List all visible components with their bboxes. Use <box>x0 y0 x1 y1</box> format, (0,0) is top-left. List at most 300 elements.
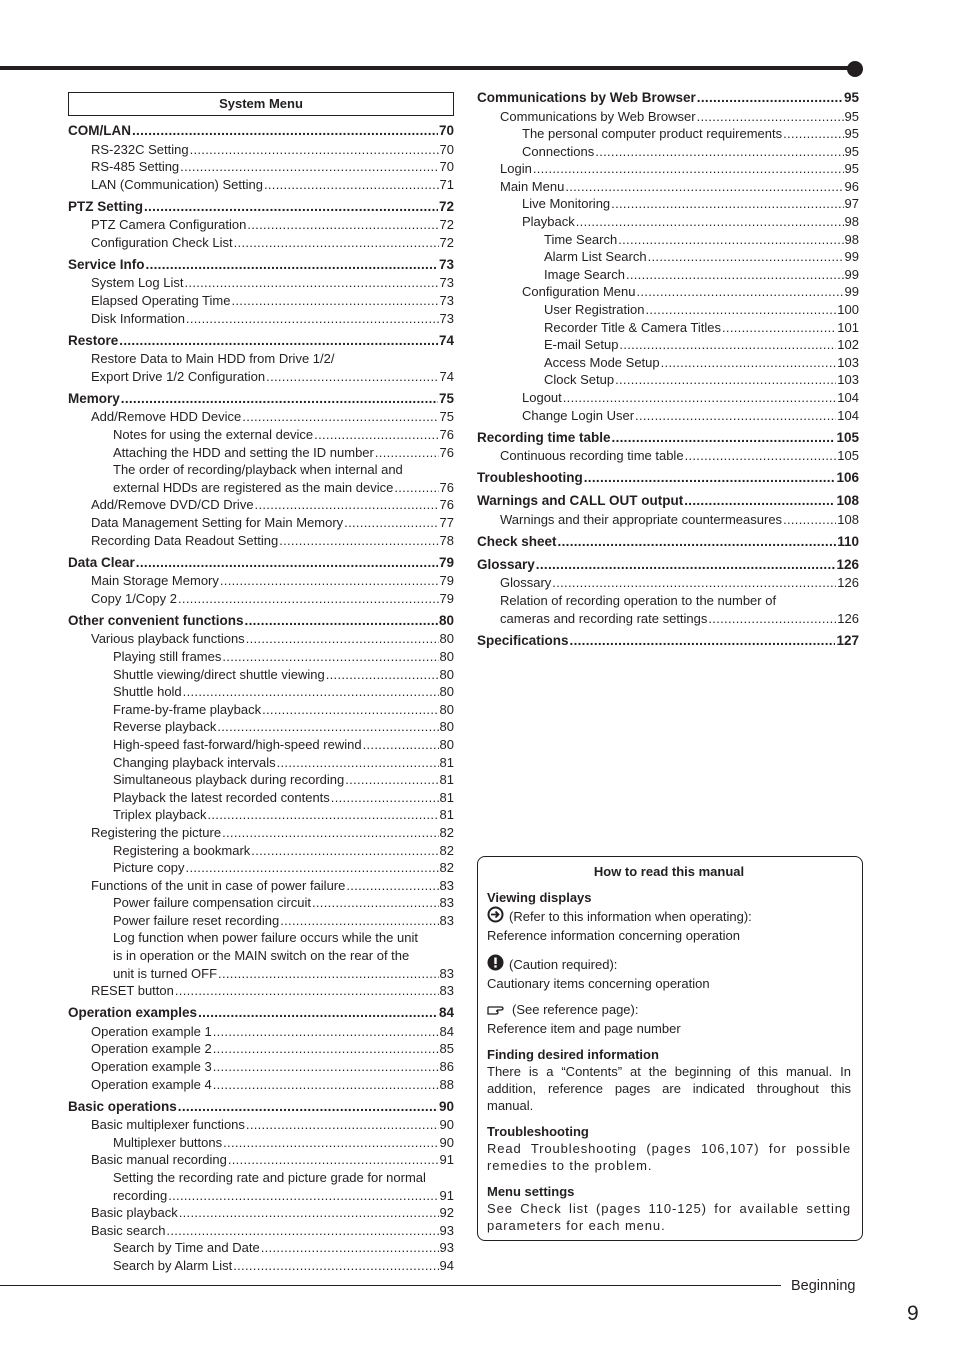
toc-entry-page: 79 <box>439 590 454 606</box>
toc-entry-page: 80 <box>439 736 454 752</box>
toc-section <box>68 612 454 1000</box>
toc-entry-text: Registering a bookmark <box>113 842 251 858</box>
toc-heading-page: 127 <box>836 632 859 648</box>
dot-leader <box>186 310 439 328</box>
toc-entry-page: 83 <box>439 895 454 911</box>
toc-heading <box>68 390 454 409</box>
toc-entry-text: Configuration Menu <box>522 284 636 300</box>
dot-leader <box>178 1098 438 1117</box>
toc-entry <box>68 1204 454 1222</box>
toc-entry-text: Basic playback <box>91 1205 178 1221</box>
toc-entry-text: Recorder Title & Camera Titles <box>544 319 722 335</box>
toc-heading <box>68 198 454 217</box>
dot-leader <box>233 1257 438 1275</box>
toc-heading <box>477 469 859 488</box>
toc-entry-page: 103 <box>837 354 859 370</box>
toc-heading <box>477 89 859 108</box>
toc-entry-page: 95 <box>844 143 859 159</box>
toc-entry <box>68 141 454 159</box>
dot-leader <box>217 718 438 736</box>
dot-leader <box>166 1222 438 1240</box>
toc-entry-page: 76 <box>439 444 454 460</box>
toc-entry <box>68 736 454 754</box>
toc-heading-text: Service Info <box>68 256 145 272</box>
toc-entry <box>68 1040 454 1058</box>
toc-entry-page: 81 <box>439 754 454 770</box>
pointing-hand-icon <box>487 1003 507 1020</box>
dot-leader <box>584 469 836 488</box>
toc-heading-text: PTZ Setting <box>68 198 143 214</box>
dot-leader <box>280 912 438 930</box>
footer-section-label: Beginning <box>791 1278 856 1294</box>
toc-entry-page: 83 <box>439 877 454 893</box>
dot-leader <box>132 122 438 141</box>
dot-leader <box>185 274 439 292</box>
toc-entry-line: Relation of recording operation to the number of <box>500 592 777 608</box>
toc-entry <box>68 718 454 736</box>
toc-entry <box>68 426 454 444</box>
toc-entry-page: 103 <box>837 372 859 388</box>
toc-entry <box>477 389 859 407</box>
dot-leader <box>595 143 843 161</box>
toc-heading <box>68 122 454 141</box>
how-to-title: How to read this manual <box>593 864 745 879</box>
dot-leader <box>213 1023 439 1041</box>
toc-entry-text: Warnings and their appropriate countermeasures <box>500 511 783 527</box>
toc-entry-text: Export Drive 1/2 Configuration <box>91 368 266 384</box>
dot-leader <box>331 789 439 807</box>
toc-entry-page: 75 <box>439 409 454 425</box>
dot-leader <box>168 1187 438 1205</box>
contents-right-column <box>477 89 859 655</box>
toc-entry <box>68 444 454 462</box>
toc-entry-text: Basic multiplexer functions <box>91 1117 245 1133</box>
toc-entry-page: 73 <box>439 275 454 291</box>
toc-heading-page: 75 <box>438 390 454 406</box>
toc-entry <box>68 572 454 590</box>
toc-entry-text: LAN (Communication) Setting <box>91 176 263 192</box>
dot-leader <box>179 1204 439 1222</box>
dot-leader <box>222 648 438 666</box>
toc-entry-text: Elapsed Operating Time <box>91 293 231 309</box>
toc-entry <box>477 511 859 529</box>
dot-leader <box>247 216 438 234</box>
toc-entry-text: Basic manual recording <box>91 1152 227 1168</box>
toc-entry <box>477 574 859 592</box>
dot-leader <box>346 877 438 895</box>
toc-entry-text: Operation example 1 <box>91 1023 212 1039</box>
toc-entry <box>68 590 454 608</box>
dot-leader <box>180 158 438 176</box>
toc-entry-text: Alarm List Search <box>544 249 647 265</box>
toc-entry <box>477 371 859 389</box>
toc-entry-page: 70 <box>439 141 454 157</box>
dot-leader <box>619 336 836 354</box>
toc-heading-text: Restore <box>68 332 119 348</box>
dot-leader <box>563 389 837 407</box>
toc-heading-page: 84 <box>438 1005 454 1021</box>
toc-heading-page: 70 <box>438 123 454 138</box>
header-rule-dot <box>847 61 863 77</box>
toc-entry-page: 126 <box>837 610 859 626</box>
toc-entry-text: Changing playback intervals <box>113 754 276 770</box>
toc-entry <box>477 610 859 628</box>
toc-heading-page: 106 <box>836 470 859 486</box>
toc-entry-text: Change Login User <box>522 407 635 423</box>
toc-entry-page: 93 <box>439 1240 454 1256</box>
toc-entry <box>477 125 859 143</box>
toc-entry-text: Picture copy <box>113 860 185 876</box>
dot-leader <box>121 390 438 409</box>
toc-entry-page: 76 <box>439 479 454 495</box>
toc-entry-page: 93 <box>439 1222 454 1238</box>
dot-leader <box>213 1076 439 1094</box>
toc-heading-page: 95 <box>843 90 859 105</box>
toc-entry-text: Communications by Web Browser <box>500 108 696 124</box>
how-to-read-box <box>477 856 863 1241</box>
toc-entry-page: 91 <box>439 1187 454 1203</box>
toc-entry-text: Notes for using the external device <box>113 427 314 443</box>
toc-heading-text: Other convenient functions <box>68 612 244 628</box>
dot-leader <box>626 266 844 284</box>
toc-entry-page: 82 <box>439 860 454 876</box>
dot-leader <box>635 407 836 425</box>
toc-heading-page: 126 <box>836 556 859 572</box>
dot-leader <box>611 195 843 213</box>
toc-entry <box>68 408 454 426</box>
toc-entry <box>68 789 454 807</box>
toc-heading-page: 110 <box>837 533 859 549</box>
toc-entry-text: Shuttle viewing/direct shuttle viewing <box>113 666 325 682</box>
toc-entry-text: The personal computer product requirements <box>522 126 783 142</box>
toc-entry-line: Log function when power failure occurs while the unit <box>113 930 418 946</box>
finding-body: There is a “Contents” at the beginning of this manual. In addition, reference pages are indicated throughout this manual. <box>487 1064 851 1113</box>
caution-line <box>487 954 851 975</box>
toc-entry-page: 76 <box>439 497 454 513</box>
dot-leader <box>251 842 438 860</box>
toc-entry-text: PTZ Camera Configuration <box>91 217 247 233</box>
toc-entry-page: 95 <box>844 108 859 124</box>
toc-entry-page: 70 <box>439 159 454 175</box>
contents-left-column <box>68 92 454 1279</box>
toc-heading-page: 74 <box>438 332 454 348</box>
toc-entry-text: Power failure reset recording <box>113 912 280 928</box>
toc-entry <box>68 965 454 983</box>
toc-entry-text: Access Mode Setup <box>544 354 660 370</box>
toc-entry-text: RESET button <box>91 983 174 999</box>
toc-entry <box>477 143 859 161</box>
toc-section <box>68 390 454 549</box>
toc-entry-line: Setting the recording rate and picture grade for normal <box>113 1170 426 1185</box>
toc-entry <box>68 771 454 789</box>
toc-section <box>68 554 454 608</box>
toc-entry-page: 80 <box>439 631 454 647</box>
toc-entry-line: Restore Data to Main HDD from Drive 1/2/ <box>91 351 335 367</box>
dot-leader <box>533 160 844 178</box>
toc-entry-text: Reverse playback <box>113 719 217 735</box>
toc-entry-text: Login <box>500 161 532 177</box>
toc-entry-text: Triplex playback <box>113 807 207 823</box>
toc-entry-text: Playback the latest recorded contents <box>113 789 330 805</box>
toc-entry-page: 83 <box>439 912 454 928</box>
toc-entry <box>68 648 454 666</box>
toc-entry-page: 94 <box>439 1257 454 1273</box>
toc-heading-text: Check sheet <box>477 533 557 549</box>
toc-heading-page: 79 <box>438 554 454 570</box>
toc-entry-text: Live Monitoring <box>522 196 611 212</box>
toc-heading-text: Warnings and CALL OUT output <box>477 493 684 509</box>
toc-entry-page: 90 <box>439 1134 454 1150</box>
dot-leader <box>722 319 836 337</box>
toc-entry-page: 72 <box>439 234 454 250</box>
dot-leader <box>222 824 438 842</box>
toc-entry <box>68 158 454 176</box>
toc-entry-line: is in operation or the MAIN switch on the rear of the <box>113 948 410 964</box>
dot-leader <box>636 283 843 301</box>
toc-entry-text: Power failure compensation circuit <box>113 895 311 911</box>
toc-entry <box>477 266 859 284</box>
refer-label: (Refer to this information when operating): <box>509 909 752 924</box>
dot-leader <box>190 141 439 159</box>
toc-entry-text: Continuous recording time table <box>500 448 684 464</box>
toc-entry <box>68 824 454 842</box>
toc-heading-text: Glossary <box>477 556 535 572</box>
toc-entry <box>68 496 454 514</box>
toc-entry <box>68 1222 454 1240</box>
see-page-description: Reference item and page number <box>487 1021 681 1036</box>
toc-entry-page: 88 <box>439 1076 454 1092</box>
dot-leader <box>136 554 438 573</box>
left-sections <box>68 122 454 1275</box>
toc-heading <box>68 554 454 573</box>
dot-leader <box>178 590 439 608</box>
toc-entry <box>68 877 454 895</box>
toc-entry-page: 98 <box>844 214 859 230</box>
toc-entry <box>68 292 454 310</box>
toc-heading-page: 105 <box>836 429 859 445</box>
dot-leader <box>213 1040 439 1058</box>
dot-leader <box>618 231 843 249</box>
toc-entry-text: unit is turned OFF <box>113 965 218 981</box>
toc-entry-text: Connections <box>522 143 595 159</box>
header-rule <box>0 66 853 70</box>
toc-section <box>477 556 859 627</box>
toc-entry-page: 83 <box>439 983 454 999</box>
toc-entry-page: 99 <box>844 266 859 282</box>
toc-entry-text: Frame-by-frame playback <box>113 701 262 717</box>
toc-entry-page: 81 <box>439 807 454 823</box>
toc-entry-page: 77 <box>439 515 454 530</box>
toc-entry-page: 73 <box>439 293 454 309</box>
toc-entry <box>477 336 859 354</box>
toc-entry-page: 100 <box>837 302 859 318</box>
dot-leader <box>223 1134 438 1152</box>
toc-entry <box>68 514 454 532</box>
dot-leader <box>312 894 439 912</box>
toc-entry-page: 81 <box>439 772 454 788</box>
dot-leader <box>345 771 438 789</box>
caution-label: (Caution required): <box>509 957 618 972</box>
toc-section <box>477 533 859 552</box>
toc-entry <box>68 368 454 386</box>
toc-entry-text: cameras and recording rate settings <box>500 610 708 626</box>
dot-leader <box>261 1239 439 1257</box>
toc-heading-text: Basic operations <box>68 1098 177 1114</box>
dot-leader <box>246 630 439 648</box>
toc-entry-page: 108 <box>837 511 859 527</box>
menu-settings-body: See Check list (pages 110-125) for available setting parameters for each menu. <box>487 1201 851 1233</box>
menu-settings-heading: Menu settings <box>487 1184 575 1199</box>
toc-entry-page: 104 <box>837 407 859 423</box>
toc-entry-page: 90 <box>439 1117 454 1133</box>
toc-entry-text: Search by Alarm List <box>113 1257 233 1273</box>
dot-leader <box>266 368 438 386</box>
toc-entry-text: User Registration <box>544 302 645 318</box>
toc-entry-page: 80 <box>439 701 454 717</box>
dot-leader <box>685 447 837 465</box>
toc-entry <box>68 1239 454 1257</box>
toc-entry-page: 96 <box>844 178 859 194</box>
toc-entry <box>68 1257 454 1275</box>
toc-heading <box>68 1004 454 1023</box>
toc-entry <box>68 1187 454 1205</box>
toc-entry <box>68 894 454 912</box>
refer-arrow-circle-icon <box>487 906 504 927</box>
toc-section <box>477 469 859 488</box>
dot-leader <box>648 248 844 266</box>
toc-entry-text: RS-485 Setting <box>91 159 180 175</box>
toc-heading-text: Memory <box>68 390 120 406</box>
dot-leader <box>344 514 438 532</box>
toc-entry-page: 91 <box>439 1152 454 1168</box>
dot-leader <box>536 556 836 575</box>
toc-entry-page: 92 <box>439 1205 454 1221</box>
toc-entry-text: Logout <box>522 390 562 405</box>
page-number: 9 <box>907 1302 919 1325</box>
toc-entry <box>477 447 859 465</box>
toc-entry <box>477 407 859 425</box>
toc-entry-text: Image Search <box>544 266 625 282</box>
caution-description: Cautionary items concerning operation <box>487 976 710 991</box>
toc-entry <box>68 842 454 860</box>
toc-entry <box>477 160 859 178</box>
toc-entry-text: High-speed fast-forward/high-speed rewind <box>113 736 362 752</box>
toc-entry <box>68 234 454 252</box>
dot-leader <box>183 683 439 701</box>
dot-leader <box>326 666 439 684</box>
toc-heading-page: 80 <box>438 612 454 628</box>
dot-leader <box>363 736 439 754</box>
footer-rule <box>0 1285 781 1286</box>
toc-entry-text: Glossary <box>500 575 552 591</box>
toc-entry-text: Registering the picture <box>91 824 222 840</box>
toc-entry-text: RS-232C Setting <box>91 141 189 157</box>
toc-entry-text: Attaching the HDD and setting the ID number <box>113 444 374 460</box>
toc-entry-page: 99 <box>844 284 859 300</box>
toc-entry <box>477 283 859 301</box>
dot-leader <box>565 178 843 196</box>
toc-heading-text: Data Clear <box>68 554 135 570</box>
toc-entry-page: 98 <box>844 231 859 247</box>
toc-entry-text: Main Storage Memory <box>91 573 219 589</box>
toc-section <box>68 122 454 193</box>
toc-entry-page: 102 <box>837 337 859 353</box>
dot-leader <box>394 479 438 497</box>
toc-entry <box>68 1076 454 1094</box>
toc-entry <box>477 195 859 213</box>
dot-leader <box>207 806 438 824</box>
toc-heading-text: COM/LAN <box>68 123 131 138</box>
toc-entry-page: 72 <box>439 217 454 233</box>
toc-heading <box>68 1098 454 1117</box>
toc-entry-page: 73 <box>439 310 454 326</box>
toc-entry-page: 84 <box>439 1023 454 1039</box>
toc-entry-text: Copy 1/Copy 2 <box>91 590 177 606</box>
dot-leader <box>246 1116 439 1134</box>
toc-entry-page: 80 <box>439 684 454 700</box>
toc-entry-page: 82 <box>439 824 454 840</box>
toc-section <box>68 198 454 252</box>
dot-leader <box>558 533 837 552</box>
refer-line <box>487 906 851 927</box>
dot-leader <box>375 444 439 462</box>
dot-leader <box>615 371 836 389</box>
dot-leader <box>245 612 438 631</box>
toc-entry-text: Add/Remove DVD/CD Drive <box>91 497 254 513</box>
dot-leader <box>144 198 438 217</box>
toc-section <box>477 492 859 528</box>
toc-entry <box>68 912 454 930</box>
toc-entry-text: Time Search <box>544 231 618 247</box>
dot-leader <box>576 213 844 231</box>
toc-entry-text: E-mail Setup <box>544 337 619 353</box>
toc-entry <box>477 213 859 231</box>
toc-heading <box>477 429 859 448</box>
toc-heading <box>477 556 859 575</box>
toc-entry-text: external HDDs are registered as the main device <box>113 479 394 495</box>
dot-leader <box>218 965 438 983</box>
dot-leader <box>277 754 439 772</box>
toc-section <box>68 1004 454 1093</box>
toc-entry <box>68 479 454 497</box>
toc-entry-page: 95 <box>844 126 859 142</box>
troubleshooting-heading: Troubleshooting <box>487 1124 589 1139</box>
toc-entry-page: 105 <box>837 448 859 464</box>
toc-entry-text: System Log List <box>91 275 184 291</box>
toc-entry <box>68 1151 454 1169</box>
caution-exclamation-icon <box>487 954 504 975</box>
dot-leader <box>242 408 438 426</box>
toc-entry-page: 99 <box>844 249 859 265</box>
dot-leader <box>612 429 836 448</box>
toc-entry-page: 85 <box>439 1041 454 1057</box>
dot-leader <box>228 1151 439 1169</box>
toc-entry-text: Playback <box>522 214 575 230</box>
toc-section <box>68 256 454 327</box>
toc-heading-page: 108 <box>836 493 859 509</box>
dot-leader <box>231 292 438 310</box>
dot-leader <box>697 108 844 126</box>
toc-entry-page: 95 <box>844 161 859 177</box>
toc-section <box>477 632 859 651</box>
toc-section <box>68 1098 454 1275</box>
toc-entry-page: 126 <box>837 575 859 591</box>
toc-entry-page: 76 <box>439 427 454 443</box>
toc-heading-text: Troubleshooting <box>477 470 583 486</box>
toc-entry-page: 86 <box>439 1059 454 1075</box>
dot-leader <box>279 532 438 550</box>
toc-heading <box>477 533 859 552</box>
